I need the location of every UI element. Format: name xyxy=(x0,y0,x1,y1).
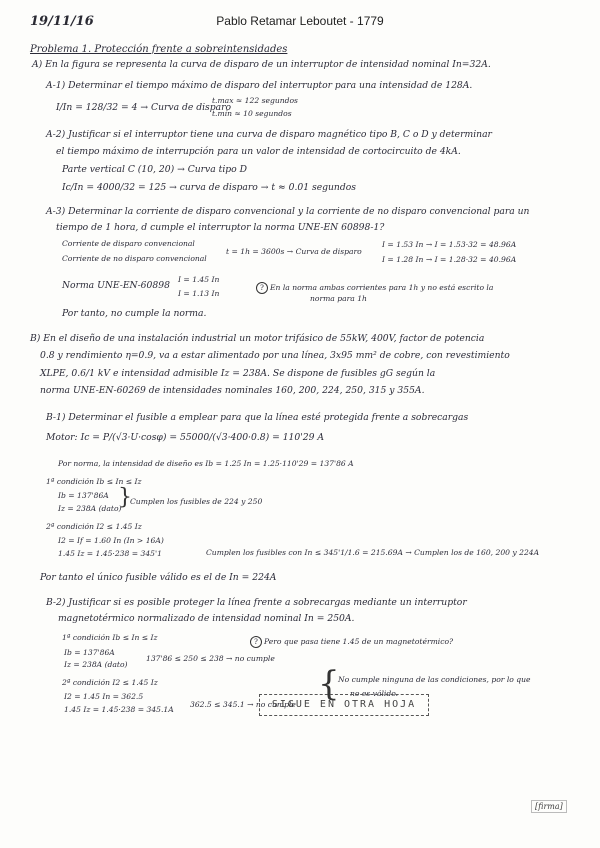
b1-cond1-result: Cumplen los fusibles de 224 y 250 xyxy=(130,497,263,506)
date: 19/11/16 xyxy=(30,14,94,29)
b2-side-note: ? Pero que pasa tiene 1.45 de un magnetotérmico? xyxy=(250,636,453,648)
b1-cond2: 2ª condición I2 ≤ 1.45 Iz xyxy=(46,522,142,531)
a1-tmin: t.mín ≈ 10 segundos xyxy=(212,109,292,118)
a3-norma: Norma UNE-EN-60898 xyxy=(62,280,170,291)
b1-cond2-i2: I2 = If = 1.60 In (In > 16A) xyxy=(58,536,164,545)
a3-label-no-disparo: Corriente de no disparo convencional xyxy=(62,254,207,263)
b2-cond2: 2ª condición I2 ≤ 1.45 Iz xyxy=(62,678,158,687)
a3-comment-cont: norma para 1h xyxy=(310,294,367,303)
statement-a: A) En la figura se representa la curva de disparo de un interruptor de intensidad nominal In=32A. xyxy=(32,59,491,70)
brace: { xyxy=(318,664,340,704)
b1-cond1-iz: Iz = 238A (dato) xyxy=(58,504,122,513)
b1-cond1: 1ª condición Ib ≤ In ≤ Iz xyxy=(46,477,142,486)
b1-conclusion: Por tanto el único fusible válido es el de In = 224A xyxy=(40,572,277,583)
a3-norma-1: I = 1.45 In xyxy=(178,275,220,284)
b2-cond1: 1ª condición Ib ≤ In ≤ Iz xyxy=(62,633,158,642)
b2-cond1-result: 137'86 ≤ 250 ≤ 238 → no cumple xyxy=(146,654,275,663)
signature: [firma] xyxy=(531,800,567,813)
a3-no-disparo-calc: I = 1.28 In → I = 1.28·32 = 40.96A xyxy=(382,255,517,264)
b2-cond2-iz: 1.45 Iz = 1.45·238 = 345.1A xyxy=(64,705,174,714)
question-b2-cont: magnetotérmico normalizado de intensidad nominal In = 250A. xyxy=(58,613,355,624)
question-a2-cont: el tiempo máximo de interrupción para un valor de intensidad de cortocircuito de 4kA. xyxy=(56,146,461,157)
a2-curve-type: Parte vertical C (10, 20) → Curva tipo D xyxy=(62,164,247,175)
a2-calc: Ic/In = 4000/32 = 125 → curva de disparo → t ≈ 0.01 segundos xyxy=(62,182,356,193)
b2-cond2-i2: I2 = 1.45 In = 362.5 xyxy=(64,692,144,701)
b2-conclusion-cont: no es válido. xyxy=(350,689,399,698)
question-b1: B-1) Determinar el fusible a emplear para que la línea esté protegida frente a sobrecargas xyxy=(46,412,469,423)
statement-b: B) En el diseño de una instalación industrial un motor trifásico de 55kW, 400V, factor de potencia xyxy=(30,333,485,344)
brace: } xyxy=(118,485,132,510)
a3-norma-2: I = 1.13 In xyxy=(178,289,220,298)
a1-tmax: t.max ≈ 122 segundos xyxy=(212,96,298,105)
a3-comment: ? En la norma ambas corrientes para 1h y no está escrito la xyxy=(256,282,493,294)
a1-ratio: I/In = 128/32 = 4 → Curva de disparo xyxy=(56,102,232,113)
b1-design-current: Por norma, la intensidad de diseño es Ib = 1.25 In = 1.25·110'29 = 137'86 A xyxy=(58,459,354,468)
question-a3: A-3) Determinar la corriente de disparo convencional y la corriente de no disparo convencional para un xyxy=(46,206,530,217)
b1-motor-current: Motor: Ic = P/(√3·U·cosφ) = 55000/(√3·400·0.8) = 110'29 A xyxy=(46,432,325,443)
statement-b-cont1: 0.8 y rendimiento η=0.9, va a estar alimentado por una línea, 3x95 mm² de cobre, con revestimiento xyxy=(40,350,510,361)
b2-cond1-iz: Iz = 238A (dato) xyxy=(64,660,128,669)
question-a3-cont: tiempo de 1 hora, d cumple el interruptor la norma UNE-EN 60898-1? xyxy=(56,222,385,233)
b1-cond1-ib: Ib = 137'86A xyxy=(58,491,109,500)
b1-cond2-iz: 1.45 Iz = 1.45·238 = 345'1 xyxy=(58,549,162,558)
a3-conclusion: Por tanto, no cumple la norma. xyxy=(62,308,207,319)
b2-conclusion: No cumple ninguna de las condiciones, por lo que xyxy=(338,675,531,684)
statement-b-cont3: norma UNE-EN-60269 de intensidades nominales 160, 200, 224, 250, 315 y 355A. xyxy=(40,385,425,396)
question-a1: A-1) Determinar el tiempo máximo de disparo del interruptor para una intensidad de 128A. xyxy=(46,80,473,91)
b2-cond2-result: 362.5 ≤ 345.1 → no cumple xyxy=(190,700,296,709)
question-b2: B-2) Justificar si es posible proteger la línea frente a sobrecargas mediante un interruptor xyxy=(46,597,467,608)
author-header: Pablo Retamar Leboutet - 1779 xyxy=(216,14,384,28)
b1-cond2-result: Cumplen los fusibles con In ≤ 345'1/1.6 = 215.69A → Cumplen los de 160, 200 y 224A xyxy=(206,548,540,557)
a3-time: t = 1h = 3600s → Curva de disparo xyxy=(226,247,362,256)
b2-cond1-ib: Ib = 137'86A xyxy=(64,648,115,657)
question-a2: A-2) Justificar si el interruptor tiene una curva de disparo magnético tipo B, C o D y determinar xyxy=(46,129,492,140)
a3-label-disparo: Corriente de disparo convencional xyxy=(62,239,195,248)
a3-disparo-calc: I = 1.53 In → I = 1.53·32 = 48.96A xyxy=(382,240,517,249)
continue-stamp: SIGUE EN OTRA HOJA xyxy=(259,694,429,716)
problem-title: Problema 1. Protección frente a sobreintensidades xyxy=(30,44,288,55)
circled-question-icon: ? xyxy=(250,636,262,648)
circled-question-icon: ? xyxy=(256,282,268,294)
statement-b-cont2: XLPE, 0.6/1 kV e intensidad admisible Iz = 238A. Se dispone de fusibles gG según la xyxy=(40,368,436,379)
